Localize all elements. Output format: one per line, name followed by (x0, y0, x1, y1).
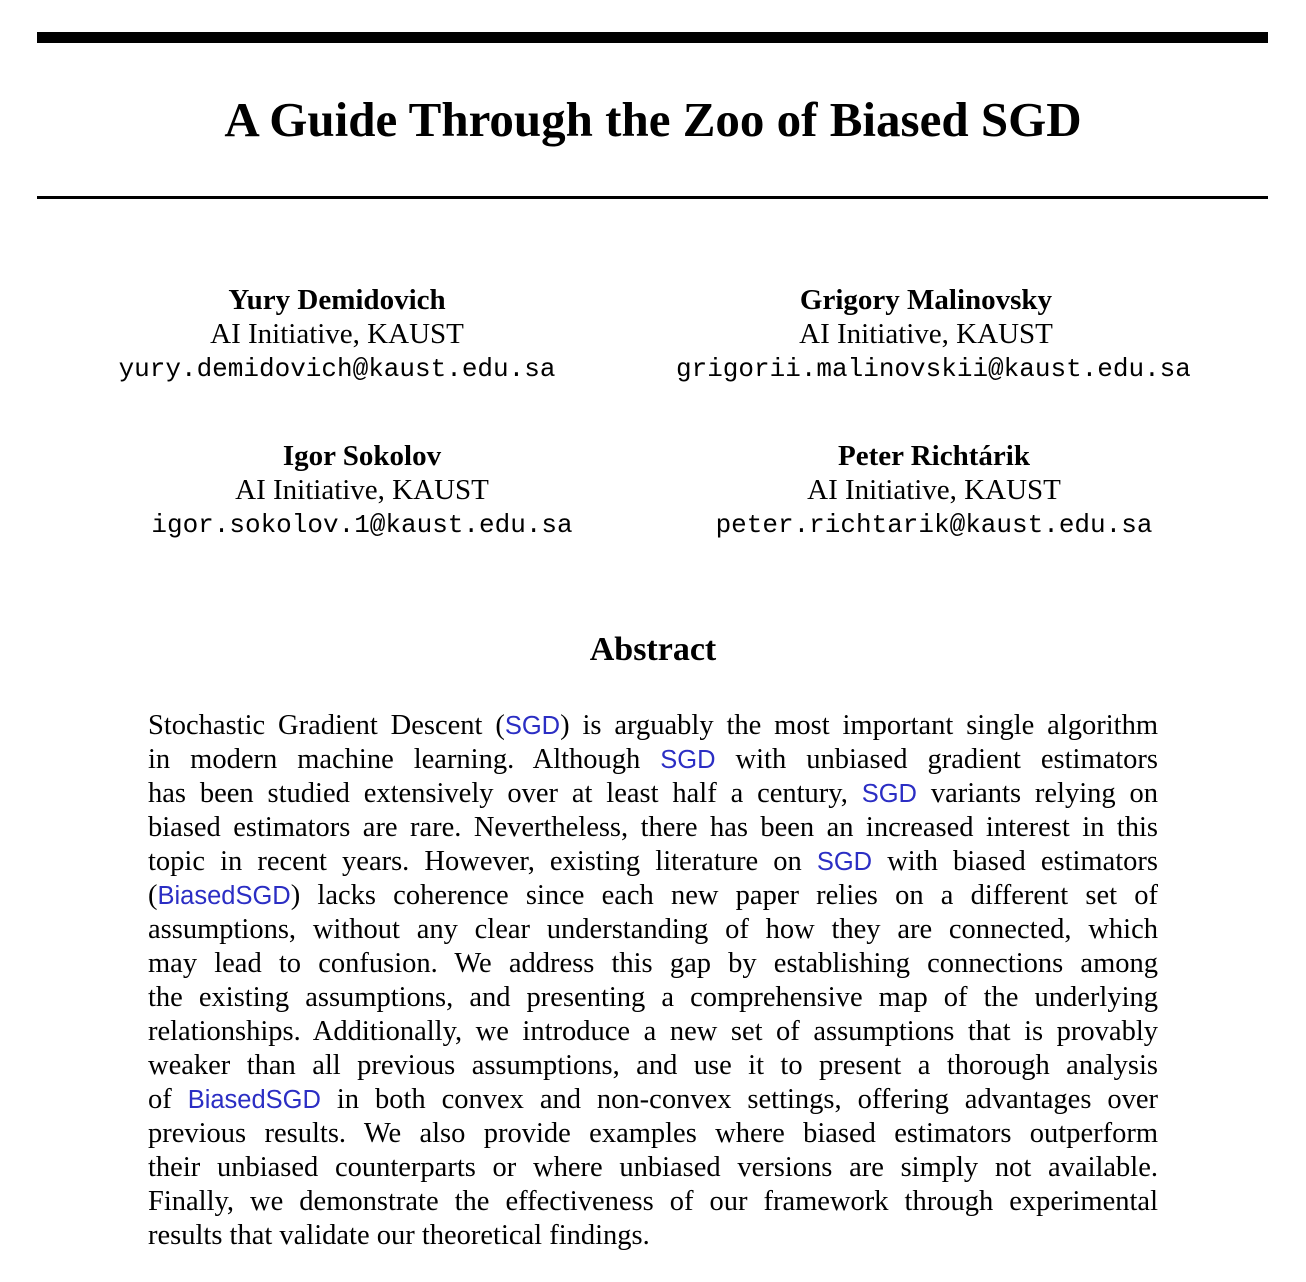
author-affiliation: AI Initiative, KAUST (807, 474, 1061, 506)
abstract-body (148, 709, 1158, 1253)
abstract-text: their unbiased counterparts or where unbiased versions are simply not available. (148, 1152, 1158, 1183)
abstract-text: assumptions, without any clear understanding of how they are connected, which (148, 914, 1158, 945)
abstract-line (148, 1083, 1158, 1117)
abstract-text: variants relying on (916, 778, 1158, 809)
abstract-line (148, 811, 1158, 845)
acronym-link[interactable]: BiasedSGD (187, 1086, 321, 1114)
abstract-line (148, 1185, 1158, 1219)
abstract-text: in modern machine learning. Although (148, 744, 661, 775)
abstract-text: topic in recent years. However, existing literature on (148, 846, 817, 877)
acronym-link[interactable]: SGD (660, 746, 716, 774)
abstract-text: ) is arguably the most important single algorithm (560, 710, 1158, 741)
author-name: Peter Richtárik (838, 440, 1030, 472)
acronym-link[interactable]: BiasedSGD (157, 882, 291, 910)
abstract-text: the existing assumptions, and presenting a comprehensive map of the underlying (148, 982, 1158, 1013)
abstract-line (148, 1049, 1158, 1083)
abstract-text: of (148, 1084, 188, 1115)
author-affiliation: AI Initiative, KAUST (210, 318, 464, 350)
author-block (684, 439, 1184, 543)
abstract-text: previous results. We also provide examples where biased estimators outperform (148, 1118, 1158, 1149)
abstract-text: Stochastic Gradient Descent ( (148, 710, 505, 741)
acronym-link[interactable]: SGD (504, 712, 561, 740)
title-bottom-rule (37, 196, 1268, 199)
abstract-line (148, 1151, 1158, 1185)
paper-title: A Guide Through the Zoo of Biased SGD (224, 92, 1082, 147)
abstract-text: biased estimators are rare. Nevertheless, there has been an increased interest in this (148, 812, 1158, 843)
acronym-link[interactable]: SGD (816, 848, 873, 876)
abstract-text: weaker than all previous assumptions, and use it to present a thorough analysis (148, 1050, 1158, 1081)
abstract-text: may lead to confusion. We address this gap by establishing connections among (148, 948, 1158, 979)
abstract-line (148, 845, 1158, 879)
abstract-line (148, 1015, 1158, 1049)
abstract-line (148, 709, 1158, 743)
author-affiliation: AI Initiative, KAUST (799, 318, 1053, 350)
abstract-line (148, 913, 1158, 947)
abstract-text: results that validate our theoretical findings. (148, 1220, 650, 1251)
abstract-text: relationships. Additionally, we introduce a new set of assumptions that is provably (148, 1016, 1158, 1047)
abstract-line (148, 981, 1158, 1015)
abstract-text: has been studied extensively over at least half a century, (148, 778, 862, 809)
abstract-text: with biased estimators (872, 846, 1159, 877)
top-rule (37, 32, 1268, 43)
abstract-line (148, 947, 1158, 981)
abstract-text: Finally, we demonstrate the effectiveness of our framework through experimental (148, 1186, 1158, 1217)
abstract-line (148, 879, 1158, 913)
abstract-text: with unbiased gradient estimators (715, 744, 1159, 775)
author-name: Grigory Malinovsky (799, 284, 1053, 316)
abstract-text: ) lacks coherence since each new paper relies on a different set of (290, 880, 1158, 911)
abstract-line (148, 777, 1158, 811)
author-name: Yury Demidovich (228, 284, 446, 316)
author-block (676, 283, 1191, 387)
author-email: grigorii.malinovskii@kaust.edu.sa (676, 354, 1191, 384)
author-block (112, 439, 612, 543)
abstract-line (148, 743, 1158, 777)
author-email: yury.demidovich@kaust.edu.sa (118, 354, 556, 384)
author-block (87, 283, 587, 387)
abstract-line (148, 1117, 1158, 1151)
author-affiliation: AI Initiative, KAUST (235, 474, 489, 506)
author-email: igor.sokolov.1@kaust.edu.sa (151, 510, 573, 540)
author-email: peter.richtarik@kaust.edu.sa (715, 510, 1153, 540)
abstract-text: in both convex and non-convex settings, offering advantages over (320, 1084, 1158, 1115)
author-name: Igor Sokolov (282, 440, 442, 472)
abstract-heading: Abstract (589, 631, 717, 668)
abstract-line (148, 1219, 1158, 1253)
acronym-link[interactable]: SGD (861, 780, 917, 808)
abstract-text: ( (148, 880, 158, 911)
